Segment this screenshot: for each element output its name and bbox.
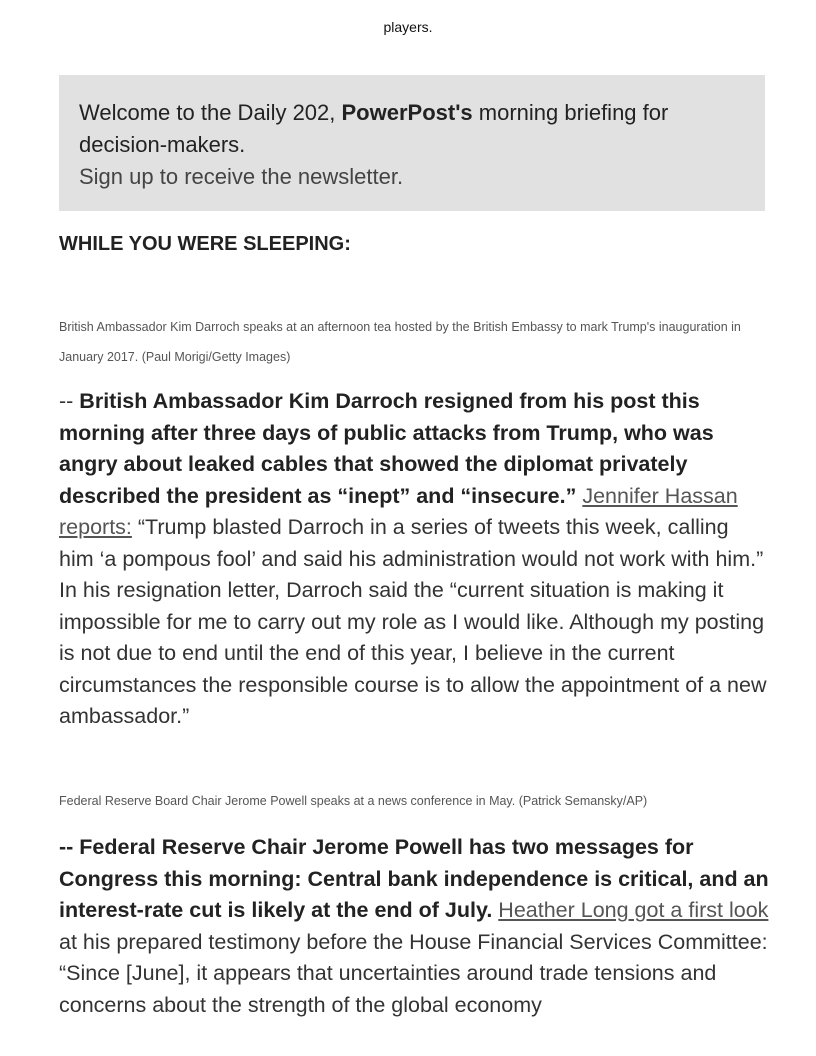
promo-brand: PowerPost's (341, 100, 473, 125)
story-paragraph (59, 386, 769, 733)
section-heading: WHILE YOU WERE SLEEPING: (59, 233, 351, 255)
promo-text-after: morning briefing for decision-makers. (79, 100, 669, 157)
story-lede: -- Federal Reserve Chair Jerome Powell has two messages for Congress this morning: Central bank independence is critical, and an interest-rate cut is likely at the end of July. (59, 835, 769, 922)
promo-box (59, 75, 765, 211)
story-body: at his prepared testimony before the House Financial Services Committee: “Since [June], it appears that uncertainties around trade tensions and concerns about the strength of the global economy (59, 929, 768, 1017)
promo-text: Welcome to the Daily 202, (79, 100, 342, 125)
story-lede: British Ambassador Kim Darroch resigned from his post this morning after three days of public attacks from Trump, who was angry about leaked cables that showed the diplomat privately described the president as “inept” and “insecure.” (59, 389, 714, 508)
story-paragraph (59, 832, 769, 1021)
photo-caption: British Ambassador Kim Darroch speaks at an afternoon tea hosted by the British Embassy to mark Trump's inauguration in January 2017. (Paul Morigi/Getty Images) (59, 320, 741, 364)
photo-caption: Federal Reserve Board Chair Jerome Powell speaks at a news conference in May. (Patrick Semansky/AP) (59, 794, 648, 808)
signup-link[interactable]: Sign up to receive the newsletter. (79, 164, 404, 189)
text-fragment: players. (383, 19, 433, 35)
story-link[interactable]: Jennifer Hassan reports: (59, 483, 738, 539)
story-link[interactable]: Heather Long got a first look (498, 898, 769, 922)
story-body: “Trump blasted Darroch in a series of tweets this week, calling him ‘a pompous fool’ and said his administration would not work with him.” In his resignation letter, Darroch said the “current situation is making it impossible for me to carry out my role as I would like. Although my posting is not due to end until the end of this year, I believe in the current circumstances the responsible course is to allow the appointment of a new ambassador.” (59, 515, 767, 728)
story-prefix: -- (59, 389, 80, 413)
